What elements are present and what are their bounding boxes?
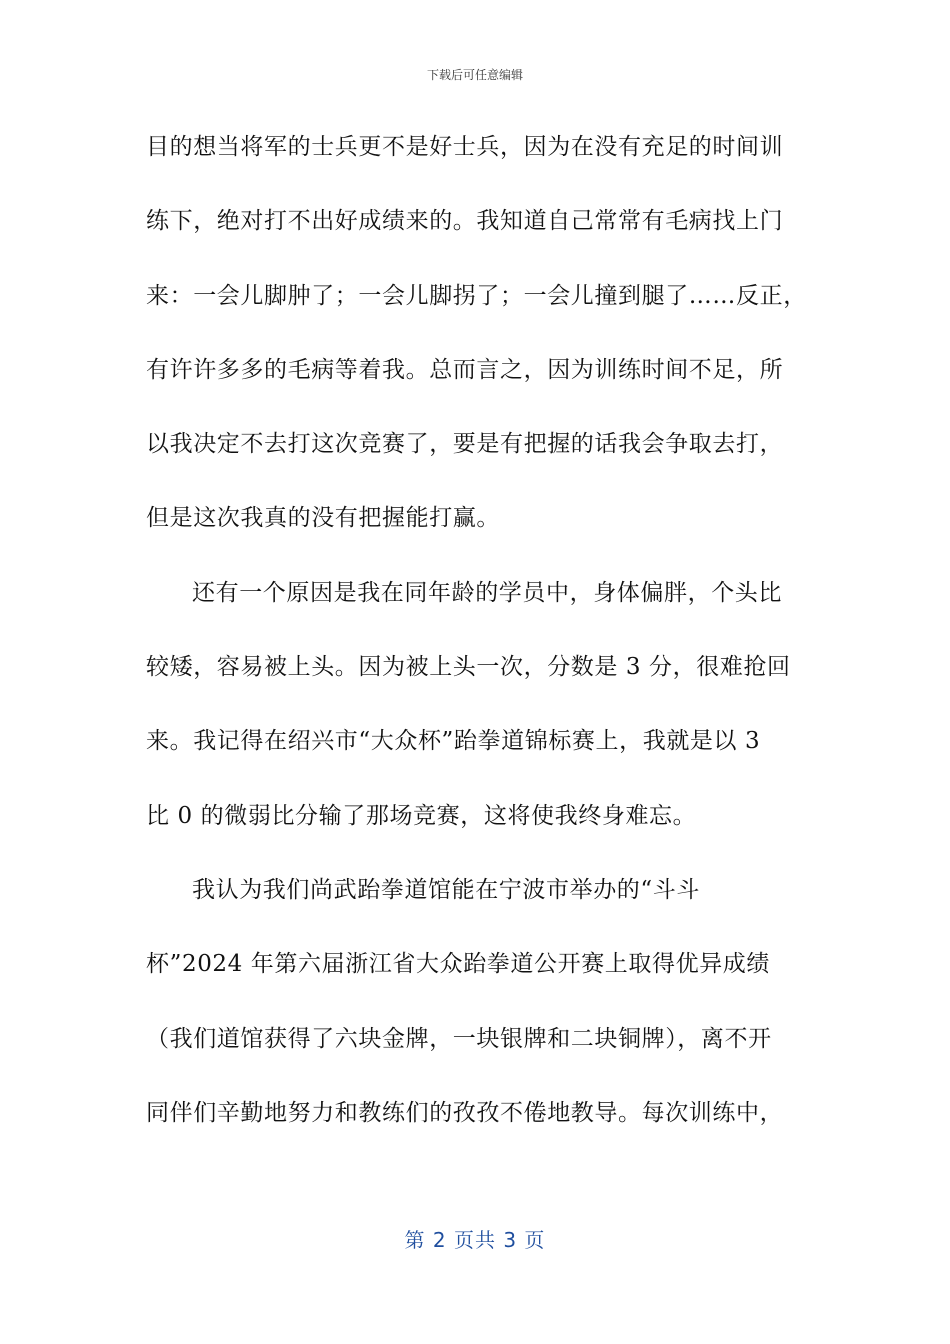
text-line: 练下，绝对打不出好成绩来的。我知道自己常常有毛病找上门 <box>146 208 784 235</box>
text-line: 来。我记得在绍兴市“大众杯”跆拳道锦标赛上，我就是以 3 <box>146 728 761 755</box>
text-line: 同伴们辛勤地努力和教练们的孜孜不倦地教导。每次训练中， <box>146 1099 784 1126</box>
text-line: 较矮，容易被上头。因为被上头一次，分数是 3 分，很难抢回 <box>146 654 791 681</box>
paragraph-start-line: 还有一个原因是我在同年龄的学员中，身体偏胖，个头比 <box>192 579 782 606</box>
text-line: （我们道馆获得了六块金牌，一块银牌和二块铜牌），离不开 <box>146 1025 772 1052</box>
text-line: 比 0 的微弱比分输了那场竞赛，这将使我终身难忘。 <box>146 802 697 829</box>
text-line: 以我决定不去打这次竞赛了，要是有把握的话我会争取去打， <box>146 431 784 458</box>
header-note: 下载后可任意编辑 <box>426 68 523 82</box>
text-line: 来：一会儿脚肿了；一会儿脚拐了；一会儿撞到腿了……反正， <box>146 282 807 309</box>
paragraph-start-line: 我认为我们尚武跆拳道馆能在宁波市举办的“斗斗 <box>192 876 700 903</box>
text-line: 有许许多多的毛病等着我。总而言之，因为训练时间不足，所 <box>146 356 784 383</box>
page-number: 第 2 页共 3 页 <box>404 1228 546 1252</box>
text-line: 但是这次我真的没有把握能打赢。 <box>146 505 500 532</box>
document-body <box>146 118 807 1158</box>
text-line: 目的想当将军的士兵更不是好士兵，因为在没有充足的时间训 <box>146 134 784 160</box>
text-line: 杯”2024 年第六届浙江省大众跆拳道公开赛上取得优异成绩 <box>146 951 771 978</box>
